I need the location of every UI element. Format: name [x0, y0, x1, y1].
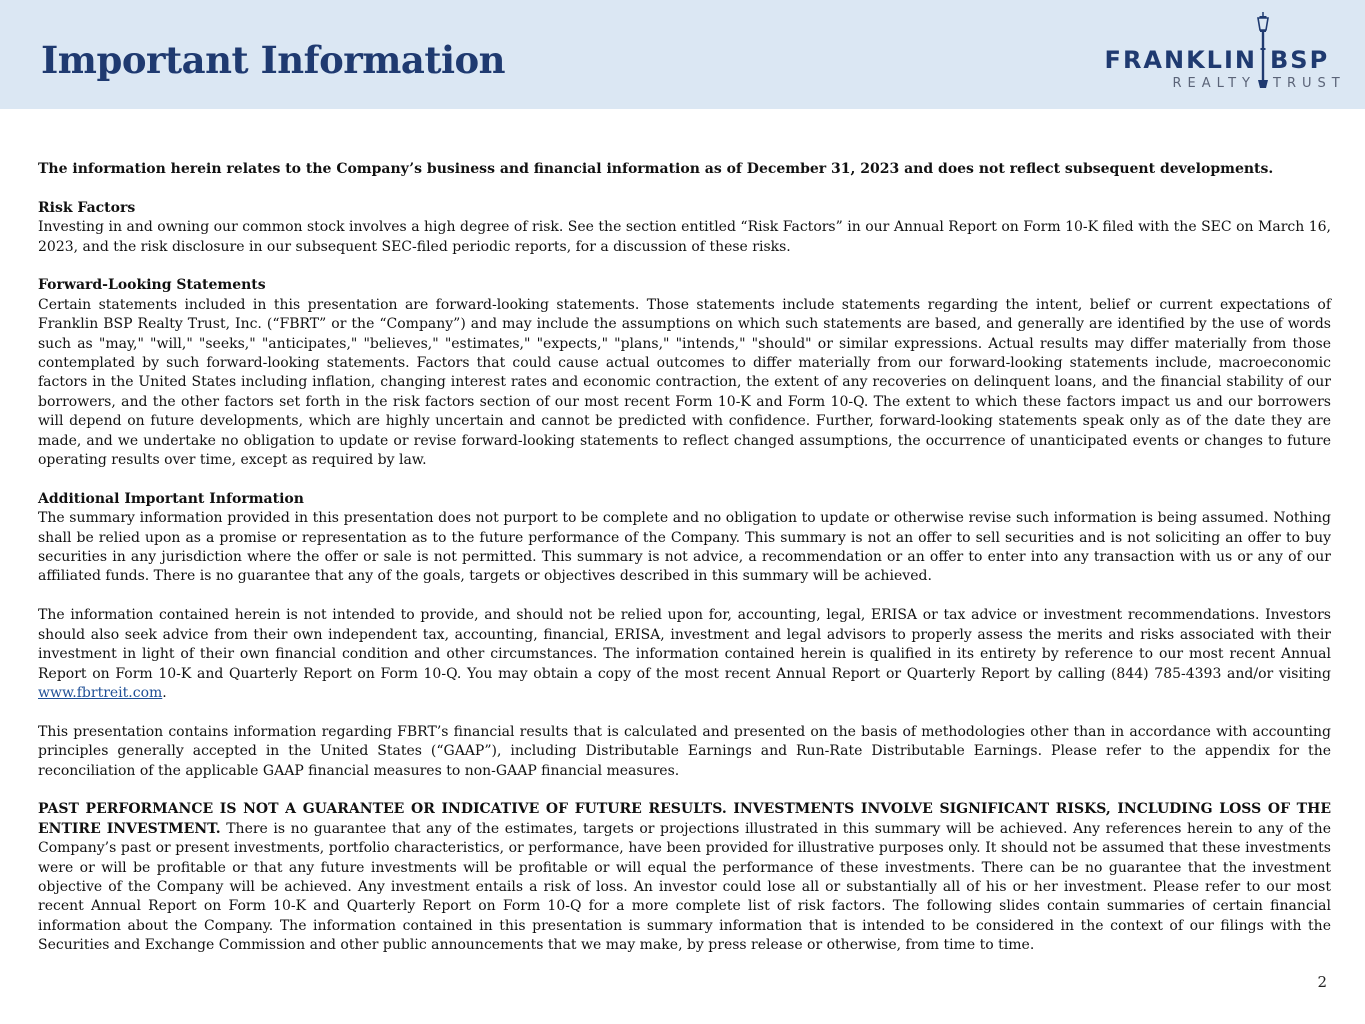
fbrt-website-link[interactable]: www.fbrtreit.com [38, 684, 163, 701]
disclaimer-paragraph [38, 800, 1331, 955]
additional-info-paragraph-2-end: . [162, 684, 167, 701]
additional-info-paragraph-2 [38, 606, 1331, 703]
risk-factors-section [38, 199, 1331, 257]
forward-looking-body: Certain statements included in this presentation are forward-looking statements. Those statements include statements regarding the intent, belief or current expectations of Franklin BSP Realty Trust, Inc. (“FBRT” or the “Company”) and may include the assumptions on which such statements are based, and generally are identified by the use of words such as "may," "will," "seeks," "anticipates," "believes," "estimates," "expects," "plans," "intends," "should" or similar expressions. Actual results may differ materially from those contemplated by such forward-looking statements. Factors that could cause actual outcomes to differ materially from our forward-looking statements include, macroeconomic factors in the United States including inflation, changing interest rates and economic contraction, the extent of any recoveries on delinquent loans, and the financial stability of our borrowers, and the other factors set forth in the risk factors section of our most recent Form 10-K and Form 10-Q. The extent to which these factors impact us and our borrowers will depend on future developments, which are highly uncertain and cannot be predicted with confidence. Further, forward-looking statements speak only as of the date they are made, and we undertake no obligation to update or revise forward-looking statements to reflect changed assumptions, the occurrence of unanticipated events or changes to future operating results over time, except as required by law. [38, 296, 1331, 469]
additional-info-paragraph-3: This presentation contains information regarding FBRT’s financial results that is calculated and presented on the basis of methodologies other than in accordance with accounting principles generally accepted in the United States (“GAAP”), including Distributable Earnings and Run-Rate Distributable Earnings. Please refer to the appendix for the reconciliation of the applicable GAAP financial measures to non-GAAP financial measures. [38, 723, 1331, 779]
additional-info-section [38, 490, 1331, 587]
logo-sub-left: REALTY [1172, 76, 1256, 91]
additional-info-heading: Additional Important Information [38, 490, 304, 507]
logo-word-left: FRANKLIN [1104, 46, 1257, 74]
lamp-post-icon [1258, 12, 1268, 88]
risk-factors-body: Investing in and owning our common stock involves a high degree of risk. See the section entitled “Risk Factors” in our Annual Report on Form 10-K filed with the SEC on March 16, 2023, and the risk disclosure in our subsequent SEC-filed periodic reports, for a discussion of these risks. [38, 219, 1331, 255]
header-banner [0, 0, 1365, 109]
additional-info-paragraph-1: The summary information provided in this presentation does not purport to be complete and no obligation to update or otherwise revise such information is being assumed. Nothing shall be relied upon as a promise or representation as to the future performance of the Company. This summary is not an offer to sell securities and is not soliciting an offer to buy securities in any jurisdiction where the offer or sale is not permitted. This summary is not advice, a recommendation or an offer to enter into any transaction with us or any of our affiliated funds. There is no guarantee that any of the goals, targets or objectives described in this summary will be achieved. [38, 510, 1331, 585]
page-number: 2 [1317, 973, 1327, 991]
disclaimer-bold-text: PAST PERFORMANCE IS NOT A GUARANTEE OR INDICATIVE OF FUTURE RESULTS. INVESTMENTS INVOLVE SIGNIFICANT RISKS, INCLUDING LOSS OF THE ENTIRE INVESTMENT. [38, 801, 1331, 837]
disclaimer-body-text: There is no guarantee that any of the estimates, targets or projections illustrated in this summary will be achieved. Any references herein to any of the Company’s past or present investments, portfolio characteristics, or performance, have been provided for illustrative purposes only. It should not be assumed that these investments were or will be profitable or that any future investments will be profitable or will equal the performance of these investments. There can be no guarantee that the investment objective of the Company will be achieved. Any investment entails a risk of loss. An investor could lose all or substantially all of his or her investment. Please refer to our most recent Annual Report on Form 10-K and Quarterly Report on Form 10-Q for a more complete list of risk factors. The following slides contain summaries of certain financial information about the Company. The information contained in this presentation is summary information that is intended to be considered in the context of our filings with the Securities and Exchange Commission and other public announcements that we may make, by press release or otherwise, from time to time. [38, 820, 1331, 954]
forward-looking-section [38, 276, 1331, 470]
forward-looking-heading: Forward-Looking Statements [38, 277, 266, 294]
logo-word-right: BSP [1270, 46, 1330, 74]
risk-factors-heading: Risk Factors [38, 199, 136, 216]
logo-sub-right: TRUST [1273, 76, 1346, 91]
intro-statement: The information herein relates to the Company’s business and financial information as of December 31, 2023 and does not reflect subsequent developments. [38, 161, 1274, 177]
page-title: Important Information [41, 38, 506, 82]
additional-info-paragraph-2-text: The information contained herein is not intended to provide, and should not be relied upon for, accounting, legal, ERISA or tax advice or investment recommendations. Investors should also seek advice from their own independent tax, accounting, financial, ERISA, investment and legal advisors to properly assess the merits and risks associated with their investment in light of their own financial condition and other circumstances. The information contained herein is qualified in its entirety by reference to our most recent Annual Report on Form 10-K and Quarterly Report on Form 10-Q. You may obtain a copy of the most recent Annual Report or Quarterly Report by calling (844) 785-4393 and/or visiting [38, 607, 1331, 682]
important-information-body [38, 160, 1331, 956]
franklin-bsp-logo [1080, 10, 1355, 95]
